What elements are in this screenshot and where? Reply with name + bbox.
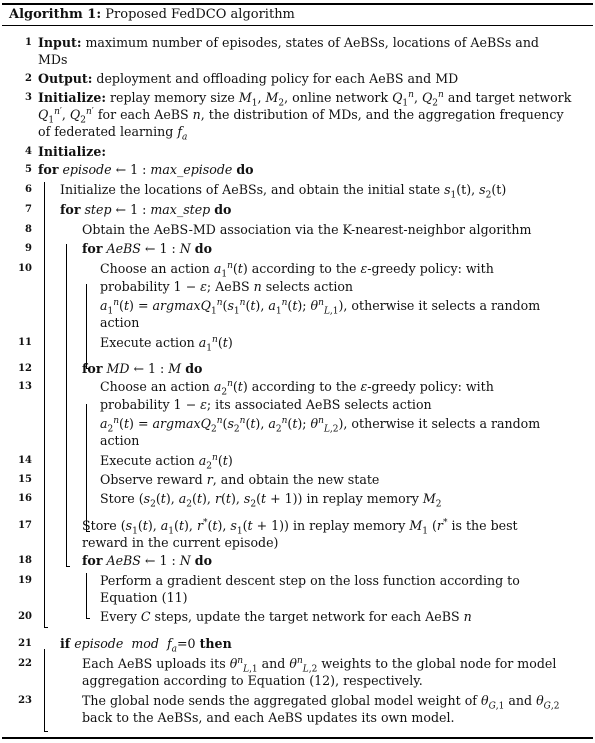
caption-title: Proposed FedDCO algorithm — [105, 7, 295, 22]
line-13-cont-2: $a_2^n(t) = argmaxQ_2^n(s_2^n(t)$, $a_2^n(t)$; $\theta^n_{L,2}$), otherwise it selects a random — [100, 415, 541, 435]
line-6: Initialize the locations of AeBSs, and obtain the initial state $s_1(t)$, $s_2(t)$ — [60, 182, 507, 201]
line-number: 20 — [18, 611, 32, 622]
line-4-initialize: Initialize: — [38, 144, 106, 159]
line-number: 7 — [25, 204, 32, 215]
line-15: Observe reward r, and obtain the new state — [100, 472, 380, 487]
line-13-cont-1: probability 1 − ε; its associated AeBS selects action — [100, 397, 432, 412]
line-number: 6 — [25, 184, 32, 195]
line-number: 1 — [25, 37, 32, 48]
line-21-if: if episode mod $f_a=0$ then — [60, 636, 232, 655]
line-13-cont-3: action — [100, 433, 140, 448]
scope-bar-for-episode — [44, 182, 45, 627]
line-number: 10 — [18, 263, 32, 274]
line-number: 17 — [18, 520, 32, 531]
scope-bar-if-end — [44, 731, 48, 732]
line-number: 13 — [18, 381, 32, 392]
line-8: Obtain the AeBS-MD association via the K-nearest-neighbor algorithm — [82, 222, 532, 237]
line-1-cont: MDs — [38, 52, 68, 67]
line-10-cont-1: probability 1 − ε; AeBS n selects action — [100, 279, 354, 294]
line-number: 19 — [18, 575, 32, 586]
line-3-cont-1: $Q_1^{n'}$, $Q_2^{n'}$ for each AeBS n, the distribution of MDs, and the aggregation frequency — [38, 106, 564, 126]
line-number: 4 — [25, 146, 32, 157]
line-7-for-step: for step ← 1 : max_step do — [60, 202, 232, 217]
line-23: The global node sends the aggregated global model weight of $\theta_{G,1}$ and $\theta_{G,2}$ — [82, 693, 560, 712]
line-number: 22 — [18, 658, 32, 669]
line-11: Execute action $a_1^n(t)$ — [100, 334, 233, 354]
bottom-rule — [2, 737, 593, 739]
initialize-keyword: Initialize: — [38, 90, 106, 105]
input-keyword: Input: — [38, 35, 82, 50]
line-number: 16 — [18, 493, 32, 504]
line-18-for-aebs: for AeBS ← 1 : N do — [82, 553, 212, 568]
line-10: Choose an action $a_1^n(t)$ according to the ε-greedy policy: with — [100, 260, 494, 280]
line-9-for-aebs: for AeBS ← 1 : N do — [82, 241, 212, 256]
line-23-cont: back to the AeBSs, and each AeBS updates its own model. — [82, 710, 455, 725]
output-keyword: Output: — [38, 71, 93, 86]
scope-bar-for-episode-end — [44, 627, 48, 628]
scope-bar-for-md — [86, 404, 87, 531]
caption-label: Algorithm 1: — [9, 7, 102, 22]
line-number: 14 — [18, 455, 32, 466]
line-22-cont: aggregation according to Equation (12), respectively. — [82, 673, 423, 688]
scope-bar-for-aebs — [86, 284, 87, 368]
line-12-for-md: for MD ← 1 : M do — [82, 361, 203, 376]
scope-bar-for-step — [66, 244, 67, 566]
line-number: 21 — [18, 638, 32, 649]
line-1-input: Input: maximum number of episodes, states of AeBSs, locations of AeBSs and — [38, 35, 539, 50]
line-13: Choose an action $a_2^n(t)$ according to the ε-greedy policy: with — [100, 378, 494, 398]
line-number: 8 — [25, 224, 32, 235]
scope-bar-for-aebs-2-end — [86, 618, 90, 619]
scope-bar-for-aebs-2 — [86, 573, 87, 618]
line-19-cont: Equation (11) — [100, 590, 188, 605]
line-3-cont-2: of federated learning $f_a$ — [38, 124, 188, 143]
line-20: Every C steps, update the target network for each AeBS n — [100, 609, 472, 624]
line-14: Execute action $a_2^n(t)$ — [100, 452, 233, 472]
line-19: Perform a gradient descent step on the loss function according to — [100, 573, 520, 588]
scope-bar-for-step-end — [66, 566, 70, 567]
algorithm-caption — [9, 6, 295, 23]
line-5-for-episode: for episode ← 1 : max_episode do — [38, 162, 254, 177]
line-number: 5 — [25, 164, 32, 175]
line-number: 12 — [18, 363, 32, 374]
line-16: Store ($s_2(t)$, $a_2(t)$, r(t), $s_2(t + 1)$) in replay memory $M_2$ — [100, 491, 442, 510]
line-number: 11 — [18, 337, 32, 348]
line-3-initialize: Initialize: replay memory size $M_1$, $M_2$, online network $Q_1^n$, $Q_2^n$ and target network — [38, 89, 572, 109]
line-number: 18 — [18, 555, 32, 566]
line-number: 2 — [25, 73, 32, 84]
line-10-cont-3: action — [100, 315, 140, 330]
line-2-output: Output: deployment and offloading policy for each AeBS and MD — [38, 71, 459, 86]
line-number: 15 — [18, 474, 32, 485]
line-17-cont: reward in the current episode) — [82, 535, 279, 550]
top-rule — [2, 3, 593, 5]
line-number: 3 — [25, 92, 32, 103]
line-10-cont-2: $a_1^n(t) = argmaxQ_1^n(s_1^n(t)$, $a_1^n(t)$; $\theta^n_{L,1}$), otherwise it selects a random — [100, 297, 541, 317]
line-number: 23 — [18, 695, 32, 706]
scope-bar-if — [44, 649, 45, 731]
caption-rule — [2, 25, 593, 26]
line-number: 9 — [25, 243, 32, 254]
line-22: Each AeBS uploads its $\theta^n_{L,1}$ and $\theta^n_{L,2}$ weights to the global node for model — [82, 655, 557, 675]
line-17: Store ($s_1(t)$, $a_1(t)$, r*(t), $s_1(t + 1)$) in replay memory $M_1$ (r* is the best — [82, 517, 518, 537]
